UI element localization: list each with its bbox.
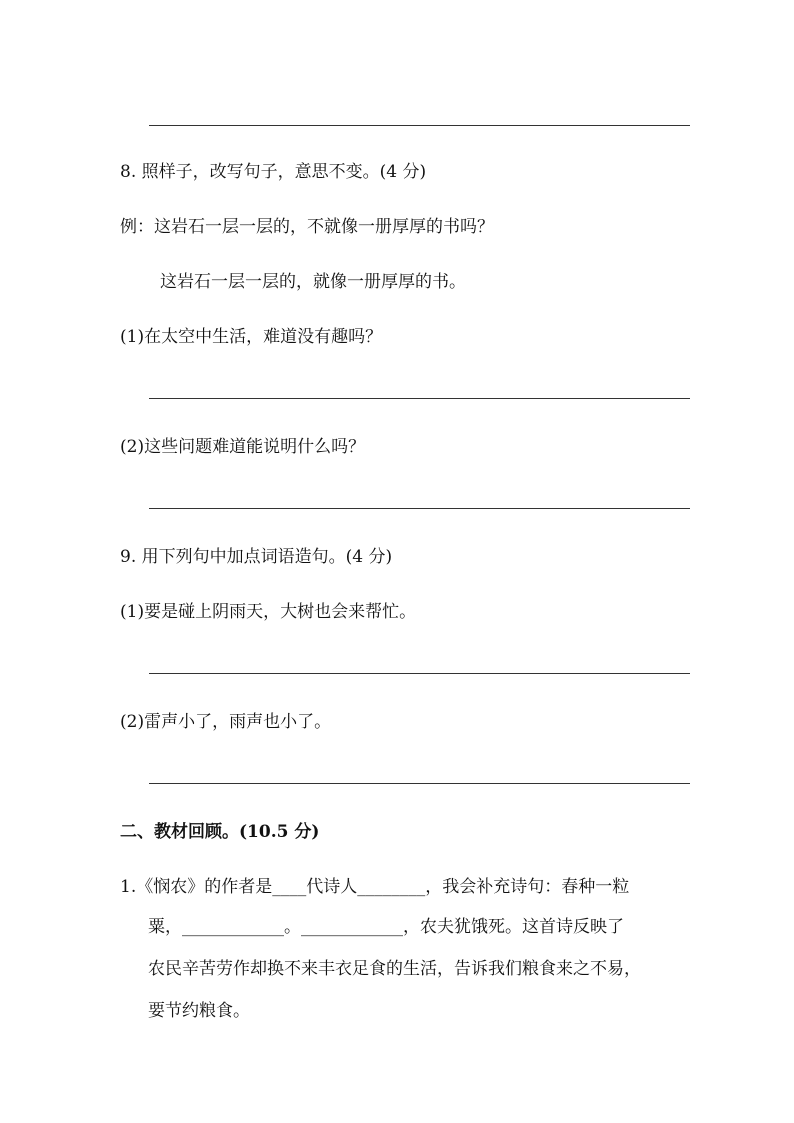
answer-line-top[interactable] [149,125,690,126]
q8-item-1-answer-line[interactable] [149,398,690,399]
q8-example-answer: 这岩石一层一层的，就像一册厚厚的书。 [160,272,466,292]
q9-item-1-answer-line[interactable] [149,673,690,674]
q8-item-2-answer-line[interactable] [149,508,690,509]
q8-example: 例：这岩石一层一层的，不就像一册厚厚的书吗？ [120,217,494,237]
q9-item-1: (1)要是碰上阴雨天，大树也会来帮忙。 [120,602,417,622]
section2-q1-line2: 粟，____________。____________，农夫犹饿死。这首诗反映了 [148,917,624,937]
q9-item-2: (2)雷声小了，雨声也小了。 [120,712,332,732]
section2-q1-line1: 1.《悯农》的作者是____代诗人________，我会补充诗句：春种一粒 [120,877,630,897]
section2-q1-line3: 农民辛苦劳作却换不来丰衣足食的生活，告诉我们粮食来之不易， [148,959,641,979]
section2-title: 二、教材回顾。(10.5 分) [120,822,320,842]
q8-item-2: (2)这些问题难道能说明什么吗？ [120,437,366,457]
q8-title: 8. 照样子，改写句子，意思不变。(4 分) [120,162,427,182]
q9-item-2-answer-line[interactable] [149,783,690,784]
section2-q1-line4: 要节约粮食。 [148,1001,250,1021]
q8-item-1: (1)在太空中生活，难道没有趣吗？ [120,327,383,347]
q9-title: 9. 用下列句中加点词语造句。(4 分) [120,547,393,567]
